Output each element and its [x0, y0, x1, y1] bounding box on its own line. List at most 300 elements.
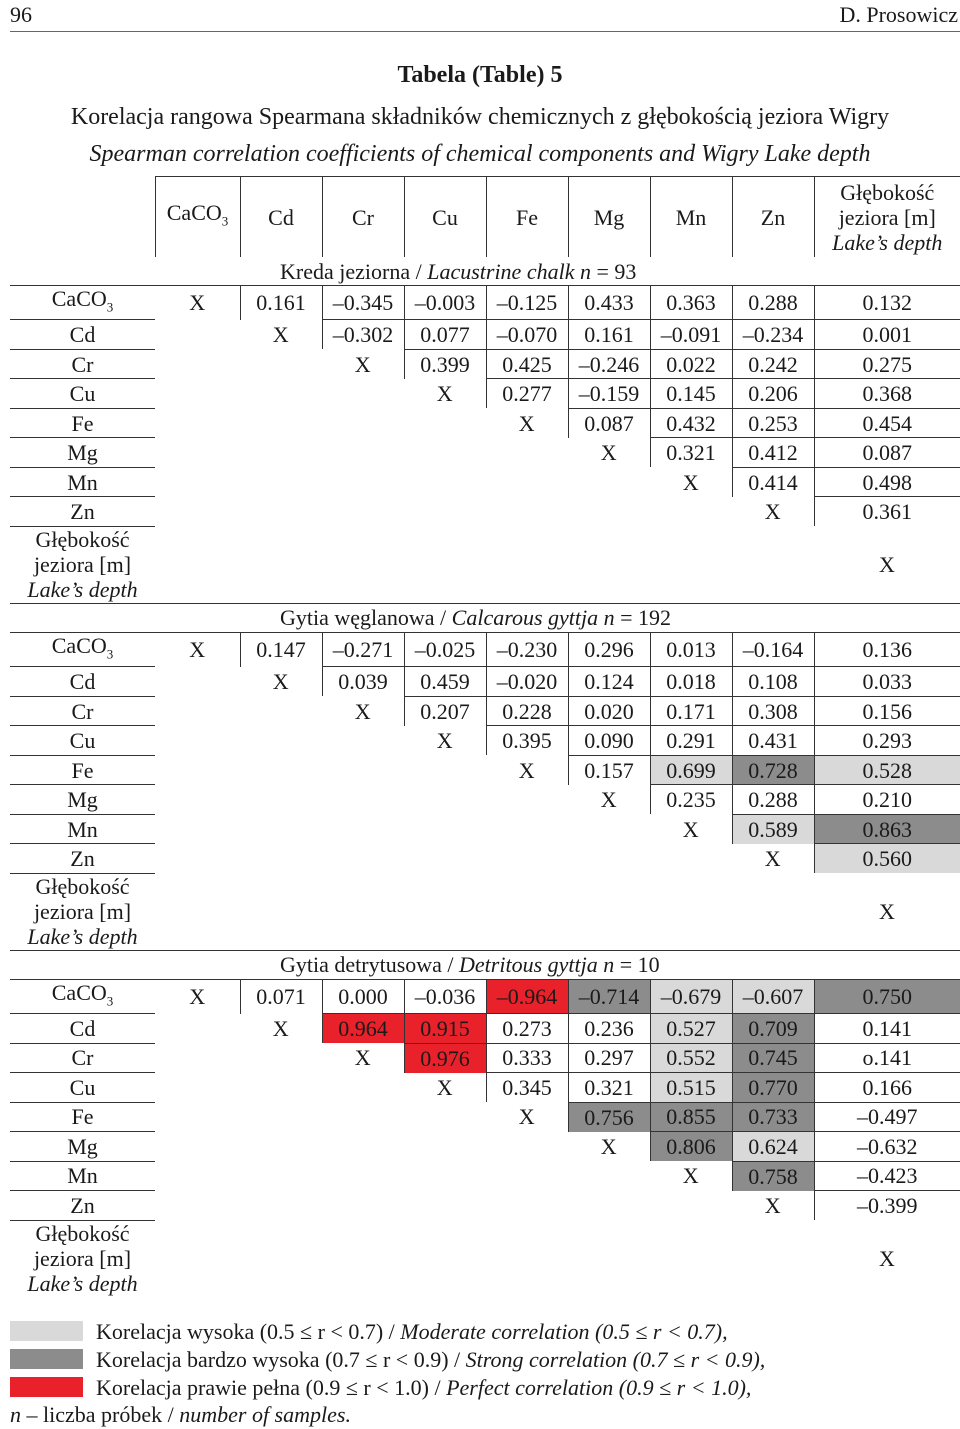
table-row [10, 1014, 960, 1044]
table-cell: 0.915 [404, 1014, 486, 1044]
table-cell: 0.235 [650, 785, 732, 815]
depth-label-line-3: Lake’s depth [832, 229, 943, 255]
table-row [10, 696, 960, 726]
column-header-label: CaCO [166, 200, 222, 226]
row-label-text: Mg [67, 1133, 98, 1159]
row-label-text: Mn [67, 1163, 98, 1189]
table-cell: –0.230 [486, 632, 568, 666]
row-label [10, 1102, 155, 1132]
table-cell [322, 379, 404, 409]
table-cell [404, 497, 486, 527]
table-cell [568, 1220, 650, 1297]
table-cell [155, 1102, 240, 1132]
table-cell: 0.253 [732, 408, 814, 438]
column-header-label: Mg [593, 204, 625, 230]
row-label [10, 1043, 155, 1073]
table-cell: X [155, 632, 240, 666]
note-text-polish: – liczba próbek / [21, 1402, 180, 1427]
table-cell [568, 873, 650, 950]
table-row [10, 1073, 960, 1103]
table-cell: 0.022 [650, 349, 732, 379]
table-cell [240, 844, 322, 874]
row-label-text: Cu [69, 381, 96, 407]
subscript-3: 3 [106, 299, 114, 315]
depth-label-line-2: jeziora [m] [838, 204, 936, 230]
table-cell [404, 1132, 486, 1162]
table-row [10, 467, 960, 497]
table-cell [240, 1191, 322, 1221]
table-cell [322, 1132, 404, 1162]
legend-text [96, 1346, 765, 1374]
table-cell: X [354, 1045, 371, 1071]
table-cell [486, 526, 568, 603]
table-row [10, 497, 960, 527]
table-cell: 0.210 [814, 785, 960, 815]
depth-label-line-2: jeziora [m] [33, 899, 132, 925]
row-label [10, 408, 155, 438]
table-cell [404, 526, 486, 603]
section-title [10, 950, 960, 979]
table-cell [486, 1161, 568, 1191]
table-row [10, 1102, 960, 1132]
table-cell: X [272, 1015, 289, 1041]
section-title-part: Calcarous gyttja n [451, 605, 615, 631]
table-cell [650, 497, 732, 527]
table-cell: X [436, 381, 453, 407]
row-label [10, 286, 155, 320]
table-cell: –0.125 [486, 286, 568, 320]
row-label-text: CaCO [51, 286, 107, 311]
table-cell: 0.275 [814, 349, 960, 379]
table-cell [404, 755, 486, 785]
legend-item [10, 1374, 960, 1402]
table-cell [240, 349, 322, 379]
column-header-cu [404, 177, 486, 258]
table-cell [240, 726, 322, 756]
table-cell: X [600, 440, 617, 466]
table-cell: X [682, 816, 699, 842]
table-cell [155, 1132, 240, 1162]
table-cell: 0.288 [732, 785, 814, 815]
table-cell: 0.161 [240, 286, 322, 320]
legend-swatch-dark [10, 1349, 83, 1369]
table-cell: X [518, 1104, 535, 1130]
table-cell: 0.363 [650, 286, 732, 320]
column-header-caco3 [155, 177, 240, 258]
table-cell: X [764, 846, 781, 872]
row-label [10, 1014, 155, 1044]
legend-text [96, 1374, 751, 1402]
table-cell: 0.459 [404, 667, 486, 697]
table-cell: X [155, 979, 240, 1013]
table-cell [486, 1220, 568, 1297]
depth-label-line-1: Głębokość [35, 1221, 130, 1247]
row-label [10, 1073, 155, 1103]
row-label-text: Cu [69, 728, 96, 754]
table-cell [486, 873, 568, 950]
table-cell: –0.271 [322, 632, 404, 666]
table-cell: –0.423 [814, 1161, 960, 1191]
table-row [10, 844, 960, 874]
legend-item [10, 1318, 960, 1346]
row-label [10, 1161, 155, 1191]
depth-label-line-1: Głębokość [840, 179, 935, 205]
depth-label-line-3: Lake’s depth [27, 577, 138, 603]
table-cell: –0.025 [404, 632, 486, 666]
table-cell: –0.003 [404, 286, 486, 320]
row-label-text: Cr [71, 351, 94, 377]
row-label [10, 1132, 155, 1162]
row-label-text: Cr [71, 698, 94, 724]
table-cell: 0.136 [814, 632, 960, 666]
table-cell [240, 785, 322, 815]
table-row [10, 1220, 960, 1297]
table-cell: 0.108 [732, 667, 814, 697]
section-title-part: Lacustrine chalk n [427, 258, 591, 284]
column-header-label: Zn [760, 204, 786, 230]
table-row [10, 526, 960, 603]
table-cell [568, 814, 650, 844]
table-cell: 0.770 [732, 1073, 814, 1103]
table-cell: 0.527 [650, 1014, 732, 1044]
table-cell: –0.302 [322, 320, 404, 350]
row-label [10, 320, 155, 350]
table-row [10, 785, 960, 815]
table-cell: X [354, 698, 371, 724]
table-cell: 0.090 [568, 726, 650, 756]
table-cell [240, 408, 322, 438]
table-cell [240, 814, 322, 844]
table-row [10, 726, 960, 756]
column-header-fe [486, 177, 568, 258]
table-cell [404, 873, 486, 950]
table-row [10, 873, 960, 950]
table-cell: 0.431 [732, 726, 814, 756]
table-cell [240, 1132, 322, 1162]
table-cell: X [879, 899, 895, 925]
table-cell [650, 1220, 732, 1297]
row-label [10, 726, 155, 756]
table-cell: 0.000 [322, 979, 404, 1013]
table-cell: 0.515 [650, 1073, 732, 1103]
note-symbol: n [10, 1402, 21, 1427]
table-cell [568, 467, 650, 497]
table-cell: 0.288 [732, 286, 814, 320]
table-cell [240, 467, 322, 497]
table-cell: 0.709 [732, 1014, 814, 1044]
column-header-mn [650, 177, 732, 258]
running-author: D. Prosowicz [839, 2, 958, 27]
table-cell [155, 320, 240, 350]
table-cell: 0.296 [568, 632, 650, 666]
table-cell: 0.454 [814, 408, 960, 438]
row-label [10, 526, 155, 603]
table-cell: 0.071 [240, 979, 322, 1013]
table-cell [650, 1191, 732, 1221]
table-cell [240, 497, 322, 527]
table-cell [155, 873, 240, 950]
table-cell: 0.624 [732, 1132, 814, 1162]
table-cell [732, 526, 814, 603]
table-cell [240, 755, 322, 785]
table-cell [155, 667, 240, 697]
table-cell: 0.321 [650, 438, 732, 468]
row-label-text: Cd [69, 669, 96, 695]
table-cell [322, 467, 404, 497]
table-cell [155, 1161, 240, 1191]
row-label-text: Fe [71, 410, 94, 436]
table-cell: 0.147 [240, 632, 322, 666]
table-cell: 0.013 [650, 632, 732, 666]
table-title-english: Spearman correlation coefficients of chemical components and Wigry Lake depth [89, 141, 871, 167]
table-cell: –0.632 [814, 1132, 960, 1162]
table-cell: X [600, 787, 617, 813]
section-title-part: = 93 [590, 258, 637, 284]
table-cell: 0.395 [486, 726, 568, 756]
correlation-table [10, 176, 960, 1297]
section-title [10, 603, 960, 632]
table-cell: –0.159 [568, 379, 650, 409]
table-cell: –0.164 [732, 632, 814, 666]
table-cell [240, 696, 322, 726]
row-label [10, 379, 155, 409]
table-row [10, 814, 960, 844]
table-cell [322, 1161, 404, 1191]
table-cell [322, 844, 404, 874]
table-cell: 0.560 [814, 844, 960, 874]
table-cell: X [518, 410, 535, 436]
table-cell: 0.166 [814, 1073, 960, 1103]
table-cell: 0.733 [732, 1102, 814, 1132]
row-label-text: Fe [71, 1104, 94, 1130]
table-cell [240, 873, 322, 950]
table-cell: 0.228 [486, 696, 568, 726]
row-label-text: Zn [70, 499, 95, 525]
page-header [0, 0, 960, 30]
table-cell [404, 438, 486, 468]
table-cell [568, 526, 650, 603]
table-row [10, 1132, 960, 1162]
table-cell: 0.157 [568, 755, 650, 785]
section-title-part: = 192 [614, 605, 672, 631]
legend-text-english: Strong correlation (0.7 ≤ r < 0.9), [465, 1347, 766, 1372]
table-cell: 0.976 [404, 1043, 486, 1073]
table-cell [650, 526, 732, 603]
table-cell: 0.308 [732, 696, 814, 726]
column-header-row [10, 177, 960, 258]
header-corner [10, 177, 155, 258]
table-cell: 0.020 [568, 696, 650, 726]
table-cell: 0.368 [814, 379, 960, 409]
section-title-part: Gytia węglanowa / [280, 605, 452, 631]
table-cell: 0.242 [732, 349, 814, 379]
row-label-text: Zn [70, 846, 95, 872]
table-cell [322, 814, 404, 844]
table-cell: –0.070 [486, 320, 568, 350]
table-cell: 0.018 [650, 667, 732, 697]
table-cell: –0.091 [650, 320, 732, 350]
table-cell: 0.528 [814, 755, 960, 785]
table-cell [240, 379, 322, 409]
table-cell: 0.498 [814, 467, 960, 497]
table-cell [732, 873, 814, 950]
table-cell: –0.607 [732, 979, 814, 1013]
table-cell [650, 873, 732, 950]
table-title-polish: Korelacja rangowa Spearmana składników chemicznych z głębokością jeziora Wigry [70, 104, 890, 130]
table-cell: X [682, 1163, 699, 1189]
table-cell: –0.964 [486, 979, 568, 1013]
table-cell: 0.132 [814, 286, 960, 320]
column-header-label: Fe [516, 204, 538, 230]
table-cell: 0.432 [650, 408, 732, 438]
table-cell: 0.399 [404, 349, 486, 379]
table-cell: 0.001 [814, 320, 960, 350]
depth-label-line-2: jeziora [m] [33, 1246, 132, 1272]
table-row [10, 755, 960, 785]
table-cell: 0.236 [568, 1014, 650, 1044]
table-cell [155, 726, 240, 756]
table-cell [486, 1132, 568, 1162]
table-cell [404, 467, 486, 497]
table-cell [240, 1161, 322, 1191]
page-number: 96 [10, 2, 32, 27]
table-cell: 0.273 [486, 1014, 568, 1044]
row-label-text: Cr [71, 1045, 94, 1071]
column-header-mg [568, 177, 650, 258]
row-label [10, 632, 155, 666]
table-cell: 0.156 [814, 696, 960, 726]
table-cell [322, 873, 404, 950]
column-header-zn [732, 177, 814, 258]
row-label [10, 349, 155, 379]
table-cell [322, 438, 404, 468]
column-header-label: Cu [432, 204, 458, 230]
section-header-row [10, 603, 960, 632]
table-cell: 0.033 [814, 667, 960, 697]
depth-label-line-3: Lake’s depth [27, 1271, 138, 1297]
section-title-part: Gytia detrytusowa / [280, 952, 460, 978]
table-cell: 0.345 [486, 1073, 568, 1103]
table-cell [404, 844, 486, 874]
table-cell [322, 726, 404, 756]
table-cell [240, 526, 322, 603]
table-cell: –0.234 [732, 320, 814, 350]
table-cell: 0.758 [732, 1161, 814, 1191]
row-label [10, 438, 155, 468]
table-cell [155, 1073, 240, 1103]
table-cell: –0.345 [322, 286, 404, 320]
table-cell: 0.414 [732, 467, 814, 497]
table-cell [486, 785, 568, 815]
column-header-cr [322, 177, 404, 258]
table-cell [486, 467, 568, 497]
table-cell: 0.207 [404, 696, 486, 726]
table-cell: 0.087 [568, 408, 650, 438]
table-cell: o.141 [814, 1043, 960, 1073]
table-cell: 0.589 [732, 814, 814, 844]
column-header-label: Cd [268, 204, 294, 230]
table-cell: 0.297 [568, 1043, 650, 1073]
legend-text-polish: Korelacja wysoka (0.5 ≤ r < 0.7) / [96, 1319, 401, 1344]
sample-note [10, 1402, 351, 1428]
row-label-text: Mn [67, 816, 98, 842]
table-row [10, 1191, 960, 1221]
table-cell [322, 1073, 404, 1103]
header-rule [10, 31, 960, 32]
row-label [10, 979, 155, 1013]
column-header-label: Cr [352, 204, 374, 230]
table-cell [155, 1043, 240, 1073]
section-title-part: = 10 [614, 952, 660, 978]
legend-text [96, 1318, 728, 1346]
table-cell [155, 349, 240, 379]
table-cell: –0.714 [568, 979, 650, 1013]
row-label [10, 844, 155, 874]
table-cell [568, 1191, 650, 1221]
table-cell [155, 755, 240, 785]
table-cell: 0.412 [732, 438, 814, 468]
table-cell [486, 1191, 568, 1221]
table-row [10, 1161, 960, 1191]
row-label [10, 755, 155, 785]
table-cell: 0.206 [732, 379, 814, 409]
table-cell: 0.855 [650, 1102, 732, 1132]
table-cell: X [682, 469, 699, 495]
table-cell: 0.039 [322, 667, 404, 697]
depth-label-line-1: Głębokość [35, 527, 130, 553]
table-cell [155, 785, 240, 815]
row-label [10, 785, 155, 815]
row-label [10, 814, 155, 844]
table-cell: 0.171 [650, 696, 732, 726]
table-cell: 0.863 [814, 814, 960, 844]
table-cell: 0.806 [650, 1132, 732, 1162]
legend-text-polish: Korelacja prawie pełna (0.9 ≤ r < 1.0) / [96, 1375, 447, 1400]
table-cell: 0.077 [404, 320, 486, 350]
row-label [10, 696, 155, 726]
row-label-text: Mn [67, 469, 98, 495]
table-cell: 0.699 [650, 755, 732, 785]
table-cell [568, 1161, 650, 1191]
table-row [10, 320, 960, 350]
table-row [10, 379, 960, 409]
table-cell [568, 497, 650, 527]
table-cell [322, 497, 404, 527]
table-cell [155, 696, 240, 726]
legend-swatch-light [10, 1321, 83, 1341]
table-cell: X [436, 728, 453, 754]
section-title [10, 257, 960, 286]
row-label [10, 467, 155, 497]
table-cell [568, 844, 650, 874]
table-titles [0, 58, 960, 173]
section-title-part: Detritous gyttja n [459, 952, 615, 978]
table-cell: 0.745 [732, 1043, 814, 1073]
table-cell [155, 497, 240, 527]
table-cell: 0.145 [650, 379, 732, 409]
section-header-row [10, 950, 960, 979]
table-cell: –0.036 [404, 979, 486, 1013]
table-cell [155, 438, 240, 468]
table-cell: 0.425 [486, 349, 568, 379]
column-header-label: Mn [675, 204, 707, 230]
table-row [10, 979, 960, 1013]
table-cell [322, 755, 404, 785]
table-cell: 0.277 [486, 379, 568, 409]
legend-text-polish: Korelacja bardzo wysoka (0.7 ≤ r < 0.9) / [96, 1347, 466, 1372]
table-cell [404, 1102, 486, 1132]
table-cell [322, 408, 404, 438]
